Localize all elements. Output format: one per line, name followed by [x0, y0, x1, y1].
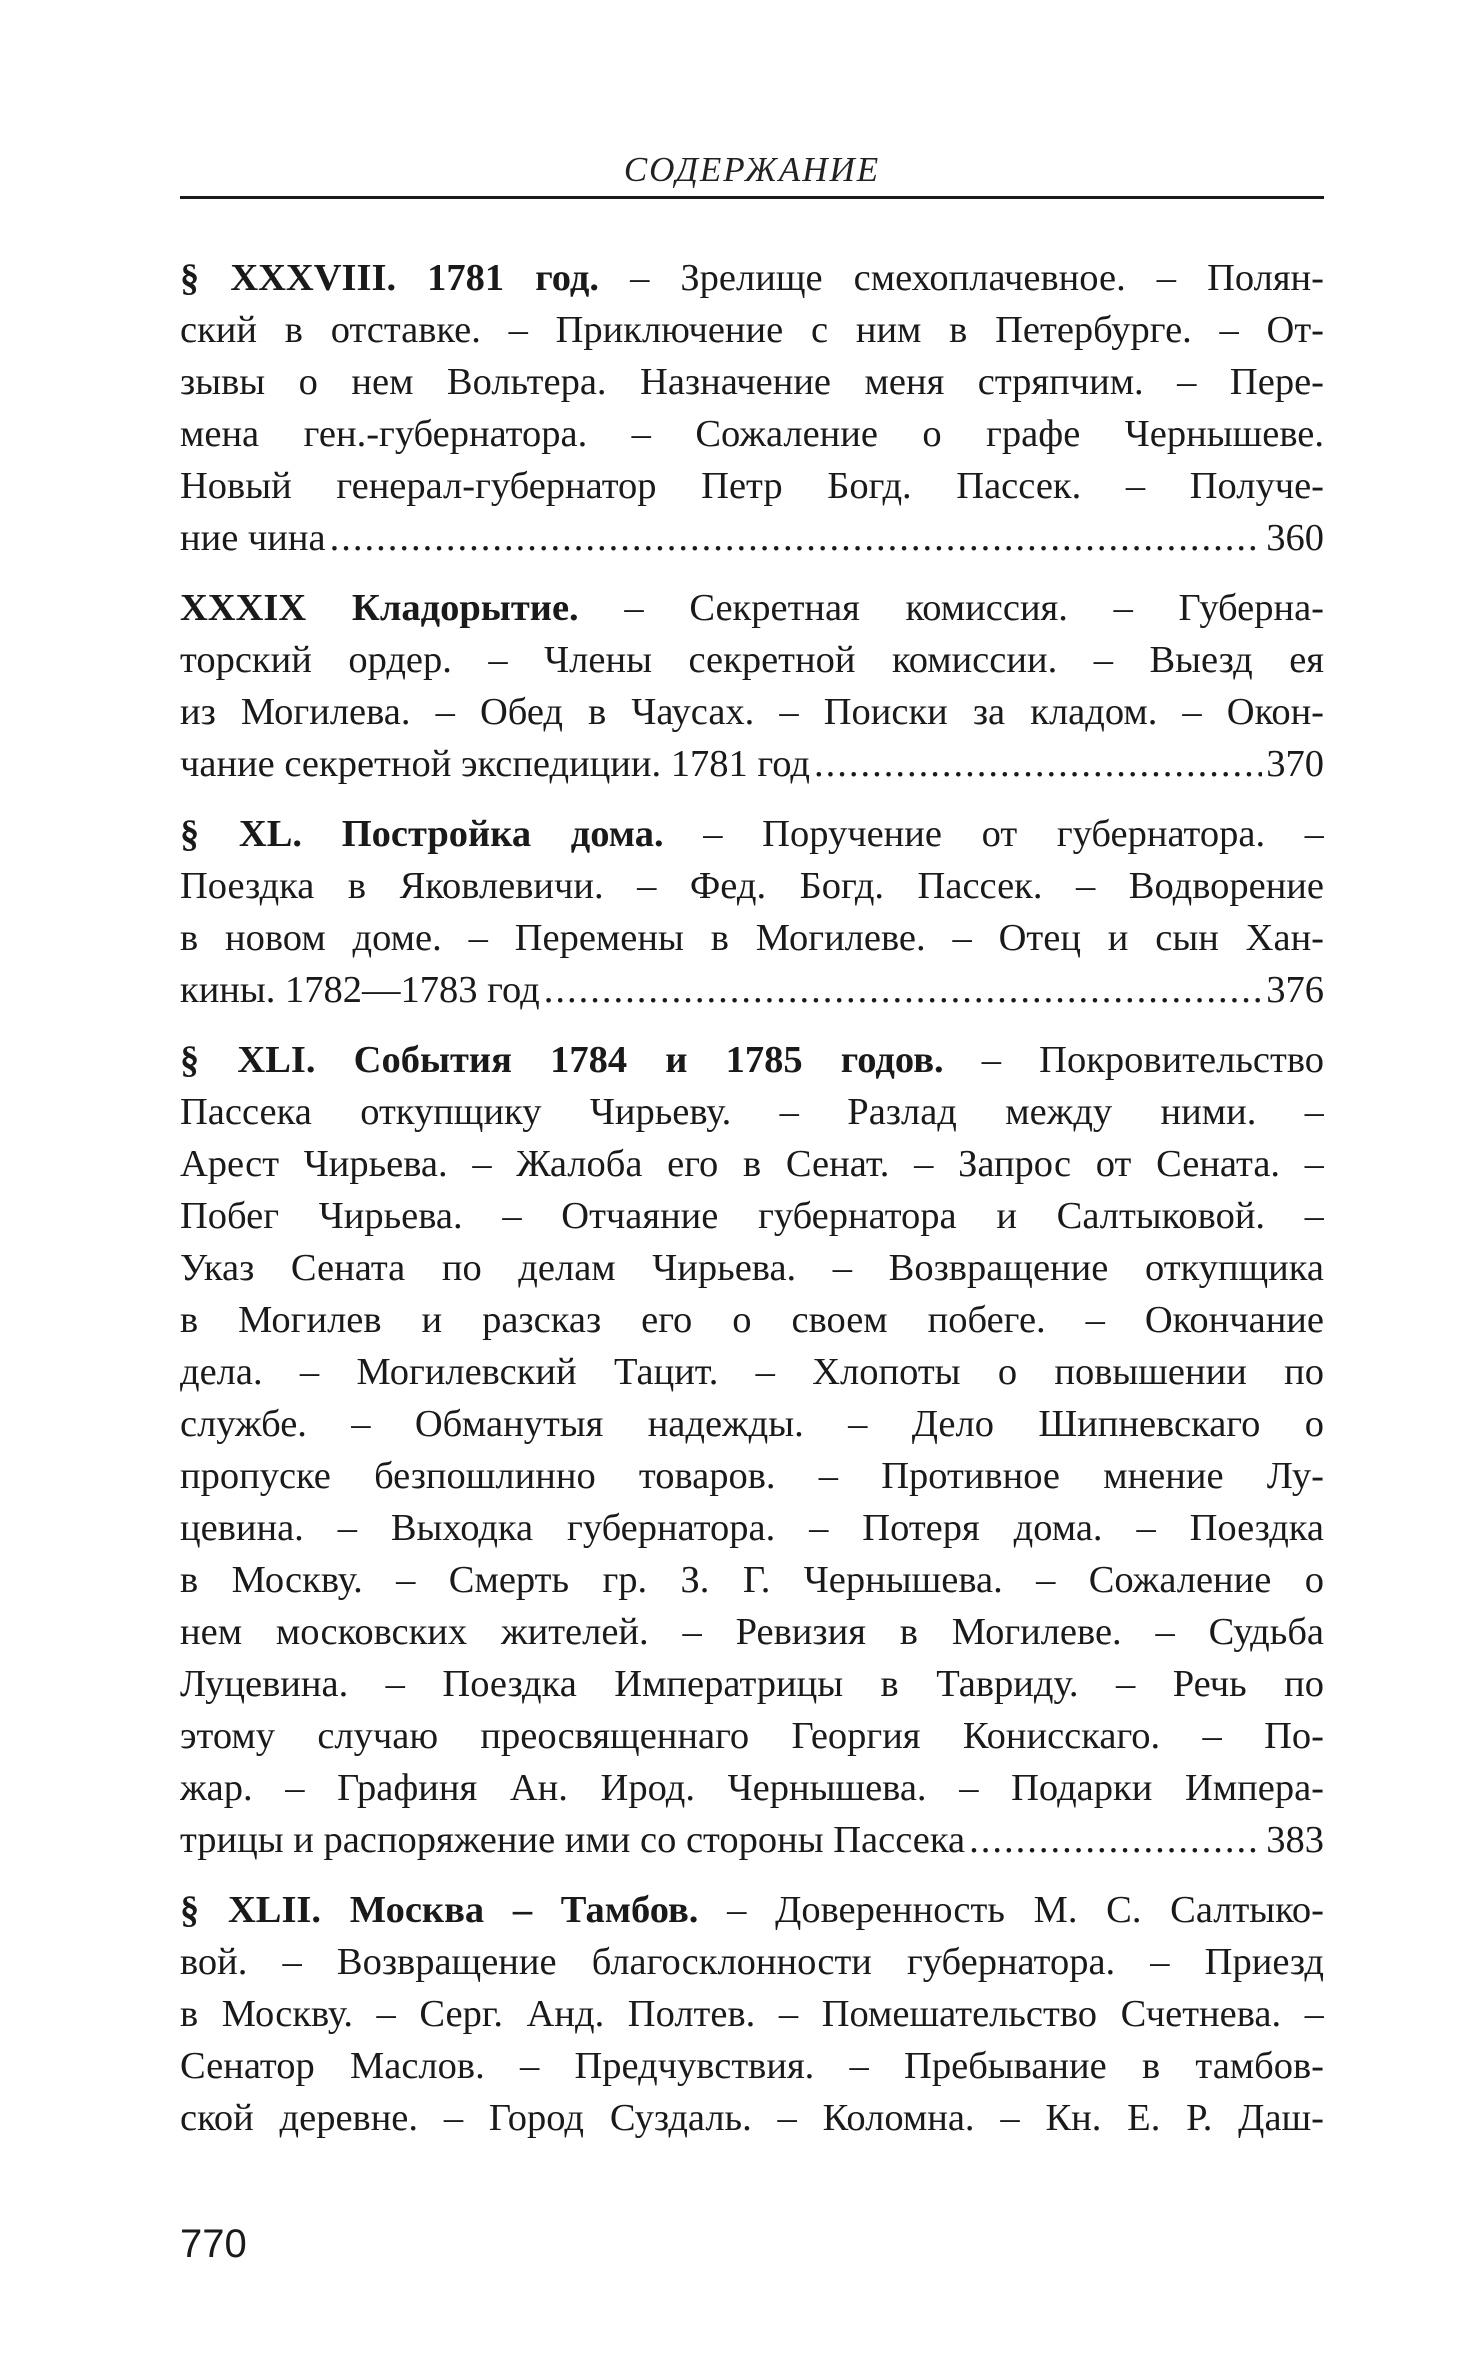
toc-line: Побег Чирьева. – Отчаяние губернатора и Салтыковой. – — [180, 1195, 1324, 1237]
toc-line: Луцевина. – Поездка Императрицы в Тавриду. – Речь по — [180, 1663, 1324, 1705]
page-number: 383 — [1266, 1819, 1324, 1861]
toc-line: торский ордер. – Члены секретной комиссии. – Выезд ея — [180, 639, 1324, 681]
table-of-contents — [180, 252, 1324, 2162]
toc-line: жар. – Графиня Ан. Ирод. Чернышева. – Подарки Импера- — [180, 1767, 1324, 1809]
leader-dots — [969, 1814, 1262, 1866]
leader-dots — [330, 512, 1263, 564]
toc-line: службе. – Обманутыя надежды. – Дело Шипневскаго о — [180, 1403, 1324, 1445]
toc-line: в Москву. – Смерть гр. З. Г. Чернышева. – Сожаление о — [180, 1559, 1324, 1601]
toc-line — [180, 252, 1324, 304]
entry-last-line: чание секретной экспедиции. 1781 год — [180, 743, 810, 785]
toc-leader-line — [180, 964, 1324, 1016]
toc-line — [180, 808, 1324, 860]
toc-line: ский в отставке. – Приключение с ним в Петербурге. – От- — [180, 309, 1324, 351]
entry-last-line: трицы и распоряжение ими со стороны Пассека — [180, 1819, 966, 1861]
toc-line: из Могилева. – Обед в Чаусах. – Поиски за кладом. – Окон- — [180, 691, 1324, 733]
toc-line — [180, 1034, 1324, 1086]
entry-heading: § XL. Постройка дома. — [180, 813, 664, 855]
leader-dots — [544, 964, 1263, 1016]
toc-line: в Москву. – Серг. Анд. Полтев. – Помешательство Счетнева. – — [180, 1993, 1324, 2035]
toc-entry — [180, 1884, 1324, 2144]
toc-line: Пассека откупщику Чирьеву. – Разлад между ними. – — [180, 1091, 1324, 1133]
toc-line: дела. – Могилевский Тацит. – Хлопоты о повышении по — [180, 1351, 1324, 1393]
page-number: 376 — [1266, 969, 1324, 1011]
toc-line: зывы о нем Вольтера. Назначение меня стряпчим. – Пере- — [180, 361, 1324, 403]
page-number-folio: 770 — [180, 2222, 247, 2266]
toc-leader-line — [180, 738, 1324, 790]
toc-line: в новом доме. – Перемены в Могилеве. – Отец и сын Хан- — [180, 917, 1324, 959]
toc-leader-line — [180, 1814, 1324, 1866]
header-rule — [180, 196, 1324, 199]
toc-line: Новый генерал-губернатор Петр Богд. Пассек. – Получе- — [180, 465, 1324, 507]
entry-last-line: кины. 1782—1783 год — [180, 969, 540, 1011]
toc-line: нем московских жителей. – Ревизия в Могилеве. – Судьба — [180, 1611, 1324, 1653]
toc-entry — [180, 252, 1324, 564]
toc-line: Указ Сената по делам Чирьева. – Возвращение откупщика — [180, 1247, 1324, 1289]
entry-text: – Секретная комиссия. – Губерна- — [578, 587, 1324, 629]
toc-line: мена ген.-губернатора. – Сожаление о графе Чернышеве. — [180, 413, 1324, 455]
leader-dots — [814, 738, 1262, 790]
toc-line: этому случаю преосвященнаго Георгия Конисскаго. – По- — [180, 1715, 1324, 1757]
entry-heading: § XLI. События 1784 и 1785 годов. — [180, 1039, 944, 1081]
toc-entry — [180, 808, 1324, 1016]
toc-line: Поездка в Яковлевичи. – Фед. Богд. Пассек. – Водворение — [180, 865, 1324, 907]
running-head: СОДЕРЖАНИЕ — [623, 150, 881, 189]
entry-heading: § XLII. Москва – Тамбов. — [180, 1889, 699, 1931]
entry-heading: XXXIX Кладорытие. — [180, 587, 579, 629]
entry-text: – Поручение от губернатора. – — [663, 813, 1324, 855]
entry-text: – Зрелище смехоплачевное. – Полян- — [599, 257, 1324, 299]
entry-last-line: ние чина — [180, 517, 326, 559]
entry-text: – Покровительство — [943, 1039, 1324, 1081]
entry-heading: § XXXVIII. 1781 год. — [180, 257, 599, 299]
page-number: 360 — [1266, 517, 1324, 559]
toc-line: пропуске безпошлинно товаров. – Противное мнение Лу- — [180, 1455, 1324, 1497]
toc-line: в Могилев и разсказ его о своем побеге. – Окончание — [180, 1299, 1324, 1341]
toc-entry — [180, 1034, 1324, 1866]
toc-line: ской деревне. – Город Суздаль. – Коломна. – Кн. Е. Р. Даш- — [180, 2097, 1324, 2139]
page-number: 370 — [1266, 743, 1324, 785]
toc-line: вой. – Возвращение благосклонности губернатора. – Приезд — [180, 1941, 1324, 1983]
toc-line: цевина. – Выходка губернатора. – Потеря дома. – Поездка — [180, 1507, 1324, 1549]
toc-line — [180, 1884, 1324, 1936]
toc-line: Сенатор Маслов. – Предчувствия. – Пребывание в тамбов- — [180, 2045, 1324, 2087]
toc-leader-line — [180, 512, 1324, 564]
entry-text: – Доверенность М. С. Салтыко- — [698, 1889, 1324, 1931]
toc-line: Арест Чирьева. – Жалоба его в Сенат. – Запрос от Сената. – — [180, 1143, 1324, 1185]
toc-entry — [180, 582, 1324, 790]
toc-line — [180, 582, 1324, 634]
